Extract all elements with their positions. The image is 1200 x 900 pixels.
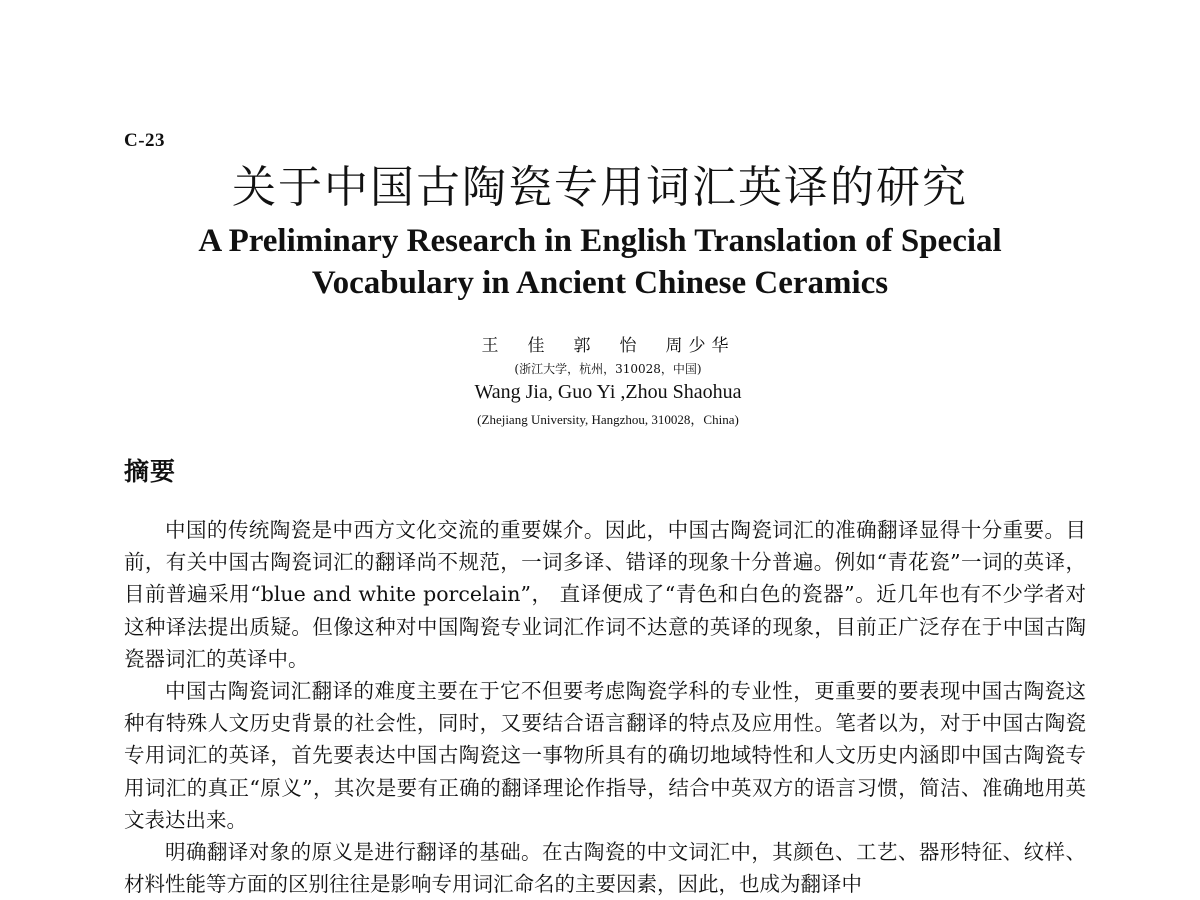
abstract-heading: 摘要	[124, 457, 177, 486]
title-english-line-1: A Preliminary Research in English Translation of Special	[198, 223, 1002, 259]
affiliation-english: (Zhejiang University, Hangzhou, 310028，China)	[477, 412, 739, 427]
title-chinese: 关于中国古陶瓷专用词汇英译的研究	[232, 162, 968, 213]
authors-english: Wang Jia, Guo Yi ,Zhou Shaohua	[474, 381, 742, 403]
affiliation-chinese: (浙江大学，杭州，310028，中国)	[514, 362, 702, 376]
abstract-paragraph: 明确翻译对象的原义是进行翻译的基础。在古陶瓷的中文词汇中，其颜色、工艺、器形特征、纹样、材料性能等方面的区别往往是影响专用词汇命名的主要因素，因此，也成为翻译中	[124, 840, 1086, 897]
abstract-body	[124, 514, 1086, 900]
abstract-paragraph: 中国古陶瓷词汇翻译的难度主要在于它不但要考虑陶瓷学科的专业性，更重要的要表现中国古陶瓷这种有特殊人文历史背景的社会性，同时，又要结合语言翻译的特点及应用性。笔者以为，对于中国古陶瓷专用词汇的英译，首先要表达中国古陶瓷这一事物所具有的确切地域特性和人文历史内涵即中国古陶瓷专用词汇的真正“原义”，其次是要有正确的翻译理论作指导，结合中英双方的语言习惯，简洁、准确地用英文表达出来。	[124, 679, 1086, 832]
authors-chinese: 王 佳 郭 怡 周少华	[481, 336, 735, 356]
abstract-paragraph: 中国的传统陶瓷是中西方文化交流的重要媒介。因此，中国古陶瓷词汇的准确翻译显得十分重要。目前，有关中国古陶瓷词汇的翻译尚不规范，一词多译、错译的现象十分普遍。例如“青花瓷”一词的英译，目前普遍采用“blue and white porcelain”， 直译便成了“青色和白色的瓷器”。近几年也有不少学者对这种译法提出质疑。但像这种对中国陶瓷专业词汇作词不达意的英译的现象，目前正广泛存在于中国古陶瓷器词汇的英译中。	[124, 518, 1086, 671]
paper-code: C-23	[124, 130, 166, 151]
title-english	[0, 220, 1200, 304]
title-english-line-2: Vocabulary in Ancient Chinese Ceramics	[311, 265, 889, 301]
